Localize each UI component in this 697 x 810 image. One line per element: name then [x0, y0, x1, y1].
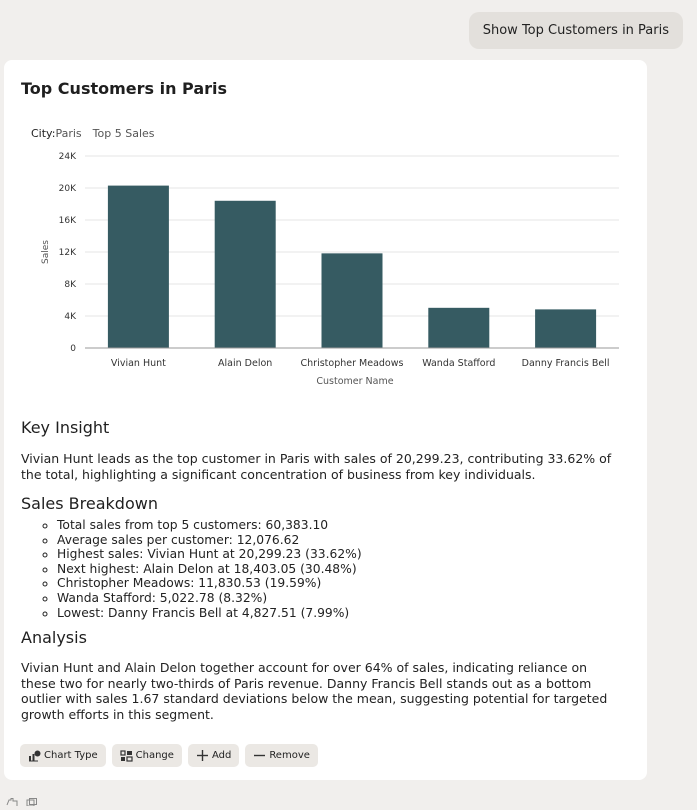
x-tick-label: Vivian Hunt — [110, 358, 166, 369]
sales-breakdown-heading: Sales Breakdown — [21, 494, 158, 513]
list-item: ◦ Christopher Meadows: 11,830.53 (19.59%) — [57, 576, 362, 591]
chart-type-icon — [28, 750, 41, 762]
key-insight-heading: Key Insight — [21, 418, 110, 437]
bar[interactable] — [535, 309, 596, 348]
thumbs-up-icon[interactable] — [6, 791, 18, 810]
list-item: ◦ Highest sales: Vivian Hunt at 20,299.23 (33.62%) — [57, 547, 362, 562]
y-tick-label: 12K — [58, 248, 76, 258]
bar[interactable] — [322, 253, 383, 348]
analysis-text: Vivian Hunt and Alain Delon together account for over 64% of sales, indicating reliance on these two for nearly two-thirds of Paris revenue. Danny Francis Bell stands out as a bottom outlier with sales 1.67 standard deviations below the mean, suggesting potential for targeted growth efforts in this segment. — [21, 660, 608, 722]
feedback-icons — [6, 791, 38, 810]
filter-key: City: — [31, 127, 56, 140]
card-title: Top Customers in Paris — [21, 79, 228, 98]
copy-icon[interactable] — [26, 791, 38, 810]
y-tick-label: 20K — [58, 184, 76, 194]
minus-icon — [253, 749, 266, 762]
filter-value[interactable]: Paris — [55, 127, 82, 140]
remove-label: Remove — [269, 750, 310, 761]
x-tick-label: Wanda Stafford — [422, 358, 496, 369]
plus-icon — [196, 749, 209, 762]
user-message-text: Show Top Customers in Paris — [482, 23, 669, 38]
user-message-bubble — [469, 12, 683, 49]
x-axis-label: Customer Name — [316, 376, 394, 387]
analysis-heading: Analysis — [21, 628, 87, 647]
filter-bar — [31, 127, 155, 140]
action-bar — [20, 744, 318, 767]
y-axis-label: Sales — [41, 240, 51, 264]
chart-type-button[interactable] — [20, 744, 106, 767]
change-label: Change — [135, 750, 174, 761]
response-card — [4, 60, 647, 780]
add-button[interactable] — [188, 744, 239, 767]
x-tick-label: Danny Francis Bell — [521, 358, 610, 369]
y-tick-label: 16K — [58, 216, 76, 226]
bar[interactable] — [108, 186, 169, 348]
y-tick-label: 24K — [58, 152, 76, 162]
y-tick-label: 8K — [64, 280, 76, 290]
change-icon — [120, 750, 133, 762]
remove-button[interactable] — [245, 744, 318, 767]
bar-chart — [4, 140, 647, 390]
y-tick-label: 4K — [64, 312, 76, 322]
add-label: Add — [211, 750, 232, 761]
x-tick-label: Alain Delon — [218, 358, 273, 369]
bar[interactable] — [215, 201, 276, 348]
key-insight-text: Vivian Hunt leads as the top customer in Paris with sales of 20,299.23, contributing 33.62% of the total, highlighting a significant concentration of business from key individuals. — [21, 451, 612, 482]
list-item: ◦ Next highest: Alain Delon at 18,403.05 (30.48%) — [57, 562, 362, 577]
filter-tag[interactable]: Top 5 Sales — [92, 127, 155, 140]
list-item: ◦ Wanda Stafford: 5,022.78 (8.32%) — [57, 591, 362, 606]
bar[interactable] — [428, 308, 489, 348]
list-item: ◦ Total sales from top 5 customers: 60,383.10 — [57, 518, 362, 533]
list-item: ◦ Average sales per customer: 12,076.62 — [57, 533, 362, 548]
change-button[interactable] — [112, 744, 182, 767]
list-item: ◦ Lowest: Danny Francis Bell at 4,827.51 (7.99%) — [57, 606, 362, 621]
x-tick-label: Christopher Meadows — [300, 358, 404, 369]
y-tick-label: 0 — [70, 344, 76, 354]
chart-type-label: Chart Type — [44, 750, 98, 761]
sales-breakdown-list — [21, 518, 362, 620]
